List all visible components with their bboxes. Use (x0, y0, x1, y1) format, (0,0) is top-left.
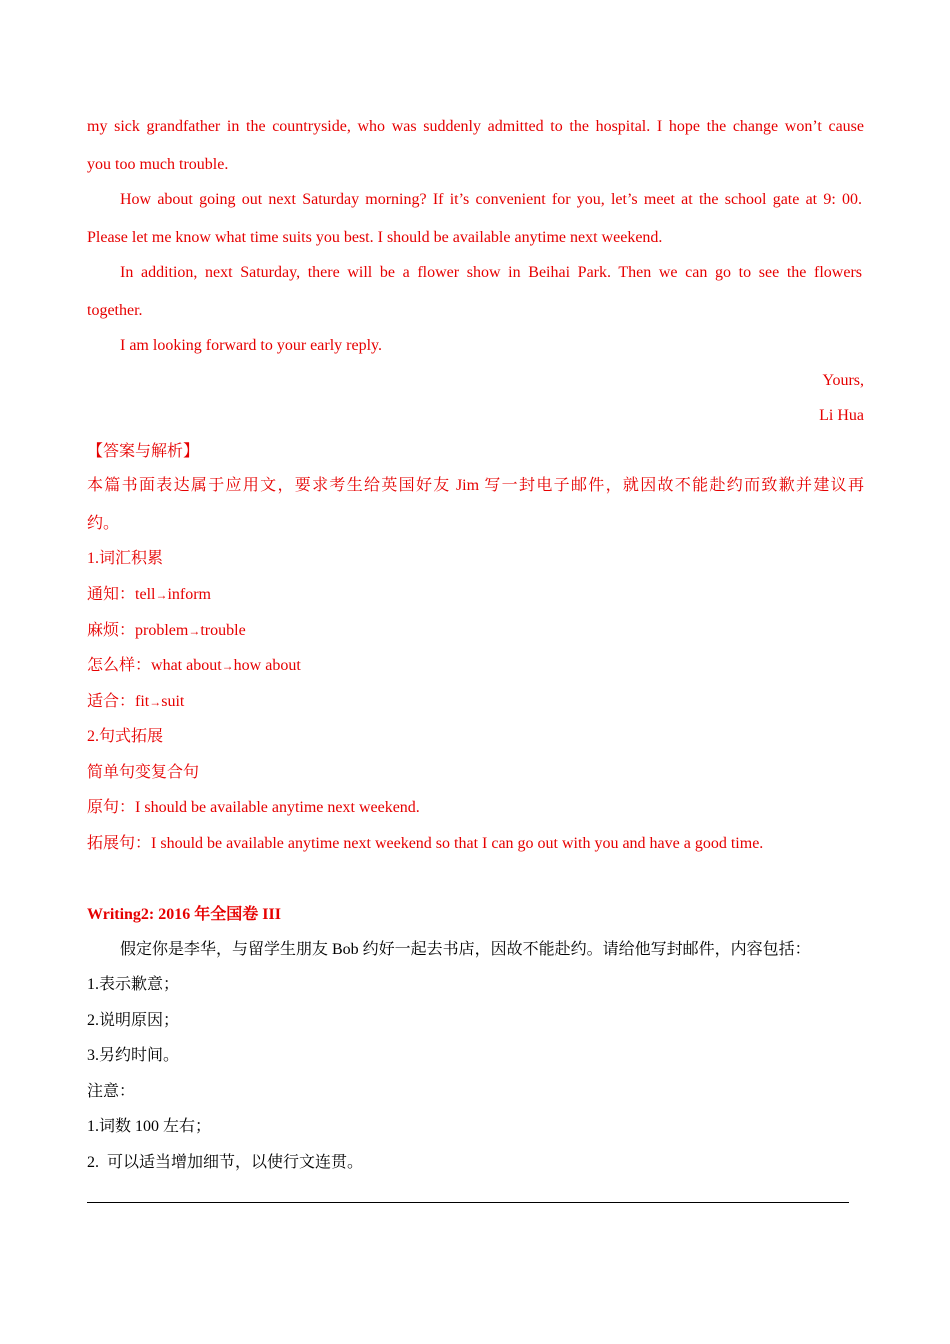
vocab-to: inform (167, 586, 211, 603)
analysis-heading: 【答案与解析】 (87, 443, 200, 460)
vocab-cn: 通知： (87, 586, 136, 603)
vocab-cn: 怎么样： (87, 657, 152, 674)
letter-p4-line1: I am looking forward to your early reply. (120, 337, 382, 354)
vocab-from: fit (135, 693, 150, 710)
vocab-from: problem (135, 622, 189, 639)
vocab-item (87, 621, 246, 641)
analysis-intro-line1: 本篇书面表达属于应用文，要求考生给英国好友 Jim 写一封电子邮件，就因故不能赴约而致歉并建议再 (87, 477, 864, 494)
vocab-from: tell (135, 586, 156, 603)
arrow-icon: → (221, 659, 234, 673)
arrow-icon: → (188, 624, 201, 638)
original-sentence (87, 798, 420, 818)
writing2-prompt: 假定你是李华，与留学生朋友 Bob 约好一起去书店，因故不能赴约。请给他写封邮件，内容包括： (120, 941, 811, 958)
letter-p1-line2: you too much trouble. (87, 156, 229, 173)
writing2-title: Writing2: 2016 年全国卷 III (87, 906, 281, 923)
original-text: I should be available anytime next weekend. (135, 799, 420, 816)
letter-p2-line2: Please let me know what time suits you best. I should be available anytime next weekend. (87, 229, 663, 246)
sentence-heading: 2.句式拓展 (87, 728, 164, 745)
vocab-item (87, 656, 301, 676)
vocab-to: trouble (200, 622, 246, 639)
analysis-intro-line2: 约。 (87, 515, 120, 532)
vocab-item (87, 692, 184, 712)
letter-p3-line1: In addition, next Saturday, there will be a flower show in Beihai Park. Then we can go to see the flowers (120, 264, 862, 281)
vocab-to: how about (233, 657, 301, 674)
letter-p2-line1: How about going out next Saturday morning? If it’s convenient for you, let’s meet at the school gate at 9: 00. (120, 191, 862, 208)
writing2-note: 1.词数 100 左右； (87, 1118, 212, 1135)
vocab-heading: 1.词汇积累 (87, 550, 164, 567)
letter-closing: Yours, (822, 372, 864, 389)
letter-p1-line1: my sick grandfather in the countryside, who was suddenly admitted to the hospital. I hope the change won’t cause (87, 118, 864, 135)
expanded-sentence (87, 834, 763, 854)
answer-line (87, 1202, 849, 1203)
writing2-item: 3.另约时间。 (87, 1047, 180, 1064)
arrow-icon: → (155, 588, 168, 602)
letter-p3-line2: together. (87, 302, 143, 319)
original-label: 原句： (87, 799, 136, 816)
writing2-item: 1.表示歉意； (87, 976, 180, 993)
vocab-cn: 麻烦： (87, 622, 136, 639)
arrow-icon: → (149, 695, 162, 709)
vocab-from: what about (151, 657, 222, 674)
writing2-note: 2. 可以适当增加细节，以使行文连贯。 (87, 1154, 364, 1171)
writing2-note-heading: 注意： (87, 1083, 136, 1100)
sentence-subheading: 简单句变复合句 (87, 764, 200, 781)
vocab-to: suit (161, 693, 185, 710)
letter-signature: Li Hua (819, 407, 864, 424)
expanded-text: I should be available anytime next weekend so that I can go out with you and have a good time. (151, 835, 764, 852)
vocab-item (87, 585, 211, 605)
vocab-cn: 适合： (87, 693, 136, 710)
writing2-item: 2.说明原因； (87, 1012, 180, 1029)
expanded-label: 拓展句： (87, 835, 152, 852)
